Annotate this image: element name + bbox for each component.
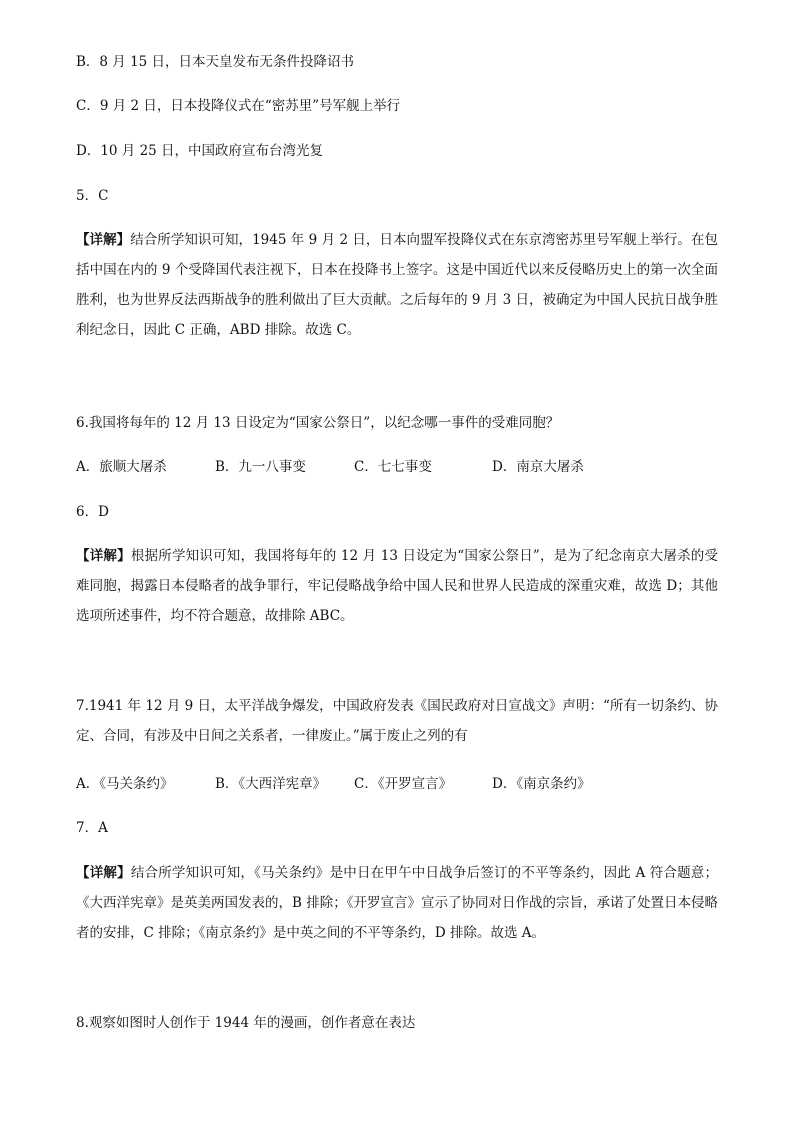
explanation-tag: 【详解】: [76, 232, 131, 248]
explanation-tag: 【详解】: [76, 865, 131, 881]
q7-option-c: C．《开罗宣言》: [354, 776, 453, 792]
q7-option-a: A．《马关条约》: [76, 776, 174, 792]
q6-option-a: A．旅顺大屠杀: [76, 459, 167, 475]
q4-option-d: D．10 月 25 日，中国政府宣布台湾光复: [76, 143, 324, 159]
q7-explanation: [76, 858, 718, 948]
q4-option-c: C．9 月 2 日，日本投降仪式在“密苏里”号军舰上举行: [76, 98, 401, 114]
q6-option-c: C．七七事变: [354, 459, 432, 475]
q7-options: [76, 774, 591, 794]
q6-explanation: [76, 541, 718, 631]
q6-option-b: B．九一八事变: [215, 459, 306, 475]
q5-answer: 5．C: [76, 188, 109, 204]
q7-question: 7.1941 年 12 月 9 日，太平洋战争爆发，中国政府发表《国民政府对日宣战文》声明：“所有一切条约、协定、合同，有涉及中日间之关系者，一律废止。”属于废止之列的有: [76, 698, 718, 744]
explanation-tag: 【详解】: [76, 548, 131, 564]
q6-option-d: D．南京大屠杀: [492, 459, 584, 475]
q7-option-b: B．《大西洋宪章》: [215, 776, 327, 792]
explanation-text: 结合所学知识可知，1945 年 9 月 2 日，日本向盟军投降仪式在东京湾密苏里号军舰上举行。在包括中国在内的 9 个受降国代表注视下，日本在投降书上签字。这是中国近代以来反侵略历史上的第一次全面胜利，也为世界反法西斯战争的胜利做出了巨大贡献。之后每年的 9 月 3 日，被确定为中国人民抗日战争胜利纪念日，因此 C 正确，ABD 排除。故选 C。: [76, 232, 719, 338]
q7-answer: 7．A: [76, 820, 108, 836]
q7-option-d: D．《南京条约》: [492, 776, 591, 792]
q6-answer: 6．D: [76, 504, 109, 520]
q5-explanation: [76, 225, 718, 345]
q4-option-b: B．8 月 15 日，日本天皇发布无条件投降诏书: [76, 54, 355, 70]
explanation-text: 根据所学知识可知，我国将每年的 12 月 13 日设定为“国家公祭日”，是为了纪念南京大屠杀的受难同胞，揭露日本侵略者的战争罪行，牢记侵略战争给中国人民和世界人民造成的深重灾难，故选 D；其他选项所述事件，均不符合题意，故排除 ABC。: [76, 548, 719, 624]
explanation-text: 结合所学知识可知，《马关条约》是中日在甲午中日战争后签订的不平等条约，因此 A 符合题意；《大西洋宪章》是英美两国发表的，B 排除；《开罗宣言》宣示了协同对日作战的宗旨，承诺了处置日本侵略者的安排，C 排除；《南京条约》是中英之间的不平等条约，D 排除。故选 A。: [76, 865, 718, 941]
q8-question: 8.观察如图时人创作于 1944 年的漫画，创作者意在表达: [76, 1015, 416, 1031]
q6-question: 6.我国将每年的 12 月 13 日设定为“国家公祭日”，以纪念哪一事件的受难同胞？: [76, 415, 560, 431]
q6-options: [76, 457, 584, 477]
